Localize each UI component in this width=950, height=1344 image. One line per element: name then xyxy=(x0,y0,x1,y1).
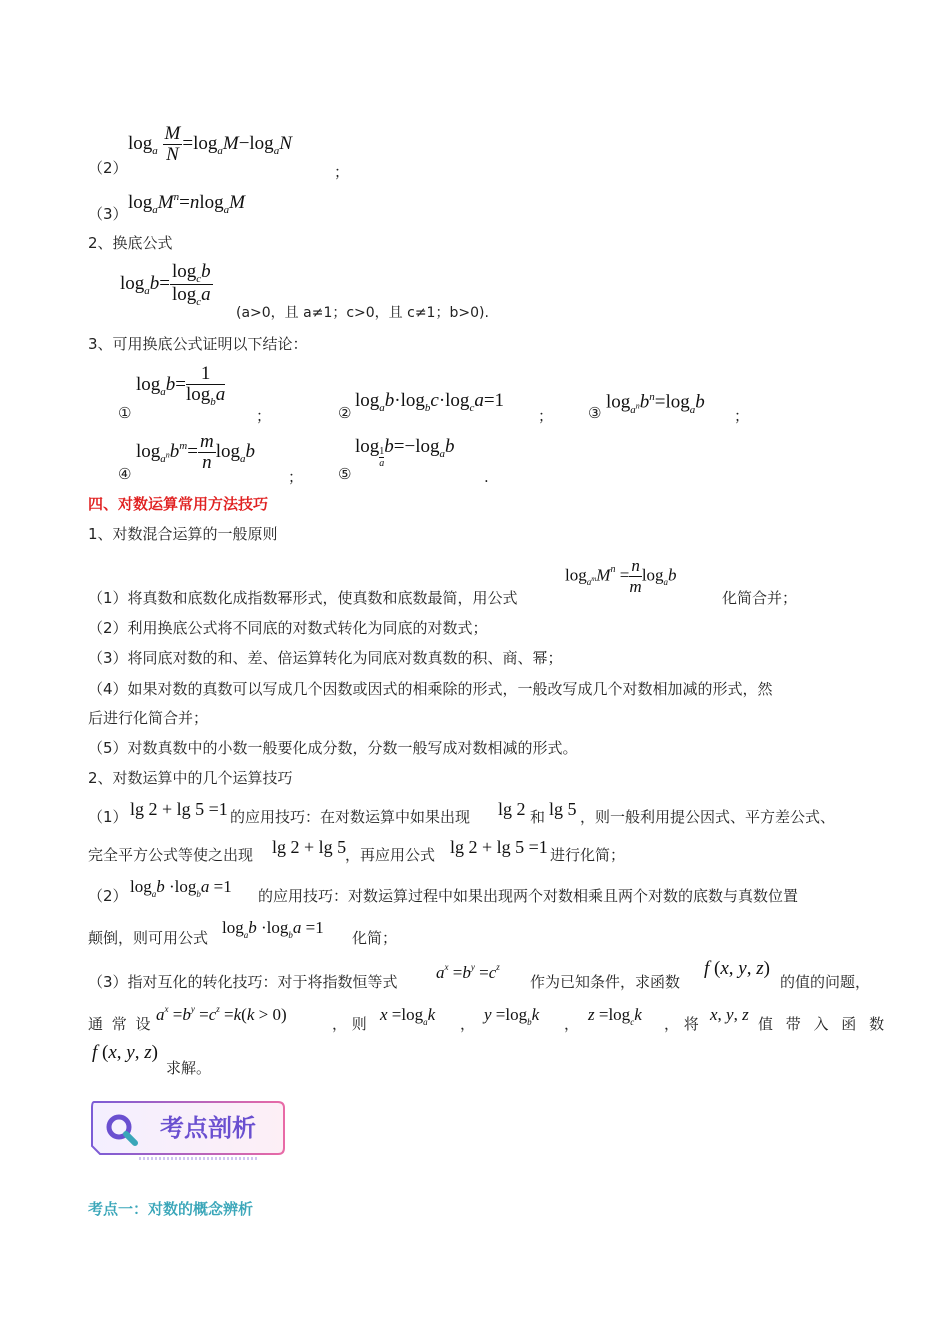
corollary-4-marker: ④ xyxy=(118,465,132,483)
technique-1-text-e: 进行化简； xyxy=(550,846,626,864)
corollary-3-marker: ③ xyxy=(588,404,602,422)
formula-log-quotient: $\log_a$ $\frac{M}{N}$ $=\log_aM-\log_aN$ xyxy=(128,123,292,165)
section-corollaries-title: 3、可用换底公式证明以下结论： xyxy=(88,335,308,353)
formula-set-k: $a^x =b^y =c^z =k(k > 0)$ xyxy=(156,1004,287,1024)
rule-5: （5）对数真数中的小数一般要化成分数，分数一般写成对数相减的形式。 xyxy=(88,739,578,757)
banner-title: 考点剖析 xyxy=(160,1114,256,1142)
item-2-label: （2） xyxy=(88,159,128,177)
technique-2-label: （2） xyxy=(88,887,128,905)
technique-3-text-b: 作为已知条件，求函数 xyxy=(530,973,681,991)
technique-3-comma-1: ， xyxy=(460,1015,476,1033)
section-change-of-base-title: 2、换底公式 xyxy=(88,234,173,252)
kaodian-1-title: 考点一：对数的概念辨析 xyxy=(88,1200,254,1218)
technique-1-text-b: ，则一般利用提公因式、平方差公式、 xyxy=(580,808,836,826)
rule-1-formula: $\log_{a^m}M^n$ = $\frac{n}{m}$ $\log_ab$ xyxy=(565,556,677,596)
formula-lg2: lg 2 xyxy=(498,799,526,819)
technique-2-text-b: 颠倒，则可用公式 xyxy=(88,929,209,947)
technique-1-label: （1） xyxy=(88,808,128,826)
technique-1-text-c: 完全平方公式等使之出现 xyxy=(88,846,254,864)
technique-2-text-a: 的应用技巧：对数运算过程中如果出现两个对数相乘且两个对数的底数与真数位置 xyxy=(258,887,799,905)
rule-1-text-b: 化简合并； xyxy=(722,589,798,607)
formula-lg2-plus-lg5: lg 2 + lg 5 xyxy=(272,837,347,857)
rule-1-text-a: （1）将真数和底数化成指数幂形式，使真数和底数最简，用公式 xyxy=(88,589,518,607)
formula-reciprocal-log-product-2: $\log_ab \cdot\log_ba =1$ xyxy=(222,918,324,940)
corollary-1-semicolon: ； xyxy=(256,407,272,425)
formula-reciprocal-log-product: $\log_ab \cdot\log_ba =1$ xyxy=(130,877,232,899)
formula-lg2-lg5-eq-1: lg 2 + lg 5 =1 xyxy=(450,837,548,857)
formula-f-xyz-2: f (x, y, z) xyxy=(92,1042,158,1063)
corollary-2-formula: $\log_ab\cdot\log_bc\cdot\log_ca=1$ xyxy=(355,390,505,414)
corollary-4-semicolon: ； xyxy=(288,468,304,486)
formula-lg2-lg5: lg 2 + lg 5 =1 xyxy=(130,799,228,819)
formula-log-power: $\log_aM^n=nlog_aM$ xyxy=(128,191,245,216)
corollary-3-formula: $\log_{a^n}b^n=\log_ab$ xyxy=(606,390,705,416)
corollary-2-marker: ② xyxy=(338,404,352,422)
formula-exp-identity: $a^x =b^y =c^z$ xyxy=(436,962,500,982)
technique-3-text-j: 求解。 xyxy=(166,1059,212,1077)
technique-3-text-i: 值 带 入 函 数 xyxy=(758,1015,889,1033)
rule-2: （2）利用换底公式将不同底的对数式转化为同底的对数式； xyxy=(88,619,488,637)
corollary-1-formula: $\log_ab=$ $\frac{1}{\log_ba}$ xyxy=(136,363,226,408)
technique-2-text-c: 化简； xyxy=(352,929,398,947)
technique-1-and: 和 xyxy=(530,808,546,826)
corollary-2-semicolon: ； xyxy=(538,407,554,425)
rule-3: （3）将同底对数的和、差、倍运算转化为同底对数真数的积、商、幂； xyxy=(88,649,563,667)
technique-3-text-a: （3）指对互化的转化技巧：对于将指数恒等式 xyxy=(88,973,398,991)
technique-1-text-a: 的应用技巧：在对数运算中如果出现 xyxy=(230,808,471,826)
corollary-1-marker: ① xyxy=(118,404,132,422)
corollary-3-semicolon: ； xyxy=(734,407,750,425)
technique-3-text-h: ， 将 xyxy=(664,1015,699,1033)
formula-lg5: lg 5 xyxy=(549,799,577,819)
corollary-5-period: . xyxy=(484,468,489,486)
rule-4-line-1: （4）如果对数的真数可以写成几个因数或因式的相乘除的形式，一般改写成几个对数相加减的形式，然 xyxy=(88,680,773,698)
technique-1-text-d: ，再应用公式 xyxy=(345,846,436,864)
section-4-2-title: 2、对数运算中的几个运算技巧 xyxy=(88,769,293,787)
change-of-base-conditions: (a>0，且 a≠1；c>0，且 c≠1；b>0). xyxy=(236,305,489,321)
formula-x-log: $x =\log_ak$ xyxy=(380,1005,436,1027)
corollary-5-formula: log $\frac{1}{a}$ $b=-\log_ab$ xyxy=(355,436,455,469)
kaodian-banner xyxy=(88,1098,288,1160)
technique-3-comma-2: ， xyxy=(564,1015,580,1033)
section-4-heading: 四、对数运算常用方法技巧 xyxy=(88,495,269,513)
corollary-4-formula: $\log_{a^n}b^m=$ $\frac{m}{n}$ $\log_ab$ xyxy=(136,431,255,473)
formula-change-of-base: $\log_ab=$ $\frac{\log_cb}{\log_ca}$ xyxy=(120,261,211,308)
technique-3-text-c: 的值的问题， xyxy=(780,973,871,991)
item-2-semicolon: ； xyxy=(334,163,350,181)
item-3-label: （3） xyxy=(88,205,128,223)
formula-z-log: $z =\log_ck$ xyxy=(588,1005,642,1027)
technique-3-text-e: ， 则 xyxy=(332,1015,367,1033)
formula-xyz: x, y, z xyxy=(710,1005,749,1024)
corollary-5-marker: ⑤ xyxy=(338,465,352,483)
formula-f-xyz: f (x, y, z) xyxy=(704,958,770,979)
section-4-1-title: 1、对数混合运算的一般原则 xyxy=(88,525,278,543)
formula-y-log: $y =\log_bk$ xyxy=(484,1005,540,1027)
search-icon xyxy=(104,1112,140,1148)
technique-3-text-d: 通 常 设 xyxy=(88,1015,153,1033)
rule-4-line-2: 后进行化简合并； xyxy=(88,709,209,727)
